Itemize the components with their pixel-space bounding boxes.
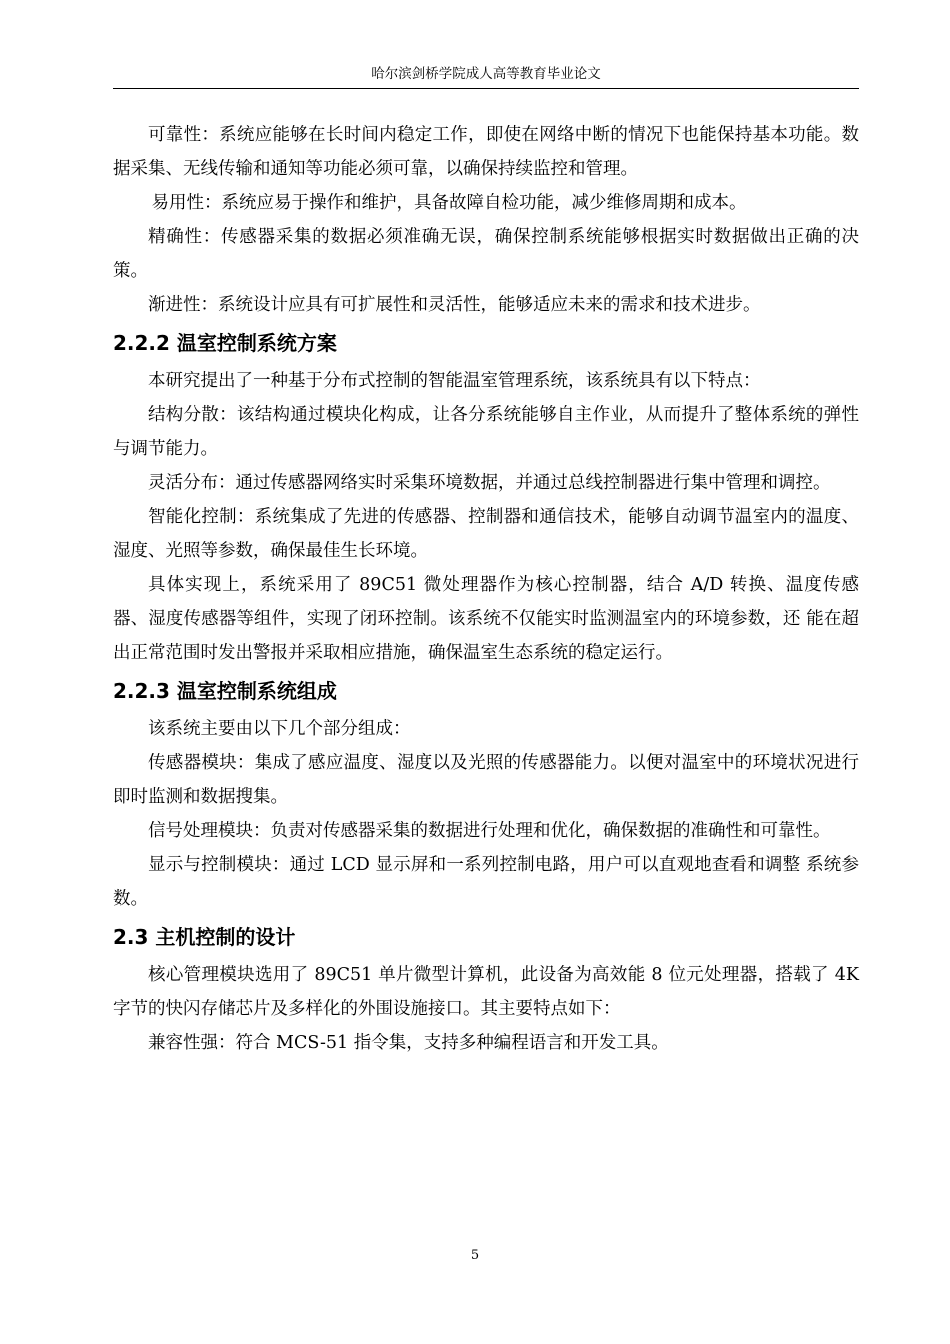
page-content — [113, 118, 859, 1060]
running-header: 哈尔滨剑桥学院成人高等教育毕业论文 — [113, 64, 859, 89]
section-heading-2-2-2: 2.2.2 温室控制系统方案 — [113, 331, 337, 355]
paragraph: 核心管理模块选用了 89C51 单片微型计算机，此设备为高效能 8 位元处理器，搭载了 4K 字节的快闪存储芯片及多样化的外围设施接口。其主要特点如下： — [113, 965, 859, 1019]
paragraph: 兼容性强：符合 MCS-51 指令集，支持多种编程语言和开发工具。 — [148, 1033, 669, 1053]
paragraph: 本研究提出了一种基于分布式控制的智能温室管理系统，该系统具有以下特点： — [148, 371, 761, 391]
paragraph: 智能化控制：系统集成了先进的传感器、控制器和通信技术，能够自动调节温室内的温度、湿度、光照等参数，确保最佳生长环境。 — [113, 507, 859, 561]
paragraph: 结构分散：该结构通过模块化构成，让各分系统能够自主作业，从而提升了整体系统的弹性与调节能力。 — [113, 405, 859, 459]
page-number: 5 — [470, 1248, 480, 1263]
paragraph: 传感器模块：集成了感应温度、湿度以及光照的传感器能力。以便对温室中的环境状况进行即时监测和数据搜集。 — [113, 753, 859, 807]
paragraph: 显示与控制模块：通过 LCD 显示屏和一系列控制电路，用户可以直观地查看和调整 系统参数。 — [113, 855, 859, 909]
section-heading-2-3: 2.3 主机控制的设计 — [113, 925, 296, 949]
section-heading-2-2-3: 2.2.3 温室控制系统组成 — [113, 679, 337, 703]
paragraph-accuracy: 精确性：传感器采集的数据必须准确无误，确保控制系统能够根据实时数据做出正确的决策。 — [113, 227, 859, 281]
paragraph-scalability: 渐进性：系统设计应具有可扩展性和灵活性，能够适应未来的需求和技术进步。 — [148, 295, 761, 315]
paragraph: 该系统主要由以下几个部分组成： — [148, 719, 411, 739]
paragraph: 灵活分布：通过传感器网络实时采集环境数据，并通过总线控制器进行集中管理和调控。 — [148, 473, 831, 493]
paragraph-usability: 易用性：系统应易于操作和维护，具备故障自检功能，减少维修周期和成本。 — [151, 193, 747, 213]
paragraph-reliability: 可靠性：系统应能够在长时间内稳定工作，即使在网络中断的情况下也能保持基本功能。数据采集、无线传输和通知等功能必须可靠，以确保持续监控和管理。 — [113, 125, 859, 179]
paragraph: 信号处理模块：负责对传感器采集的数据进行处理和优化，确保数据的准确性和可靠性。 — [148, 821, 831, 841]
paragraph: 具体实现上，系统采用了 89C51 微处理器作为核心控制器，结合 A/D 转换、温度传感 器、湿度传感器等组件，实现了闭环控制。该系统不仅能实时监测温室内的环境参数，还 能在超出正常范围时发出警报并采取相应措施，确保温室生态系统的稳定运行。 — [113, 575, 859, 663]
